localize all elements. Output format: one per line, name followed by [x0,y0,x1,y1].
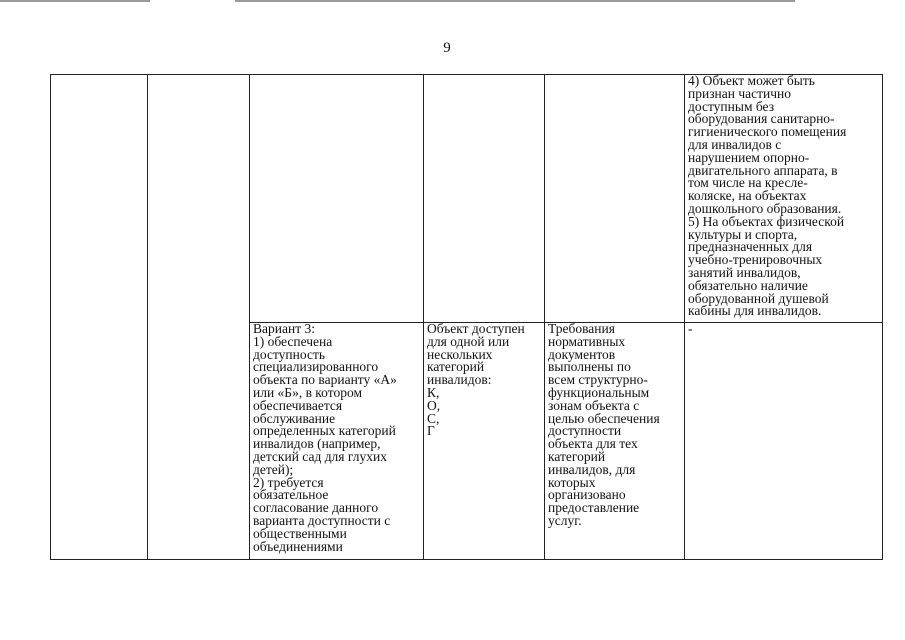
table-cell-r1-c5 [545,75,685,323]
table-cell-r1-c1 [51,75,148,560]
scan-edge-line-right [235,0,795,2]
table-cell-r1-c4 [424,75,545,323]
table-cell-r2-c5: Требования нормативных документов выполнены по всем структурно- функциональным зонам объекта с целью обеспечения доступности объекта для тех категорий инвалидов, для которых организовано предоставление услуг. [545,323,685,560]
table-cell-r2-c6: - [685,323,883,560]
page-number: 9 [443,40,451,56]
table-row [51,75,883,323]
table-cell-r1-c6: 4) Объект может быть признан частично доступным без оборудования санитарно- гигиенического помещения для инвалидов с нарушением опорно- двигательного аппарата, в том числе на кресле- коляске, на объектах дошкольного образования. 5) На объектах физической культуры и спорта, предназначенных для учебно-тренировочных занятий инвалидов, обязательно наличие оборудованной душевой кабины для инвалидов. [685,75,883,323]
table-cell-r1-c3 [250,75,424,323]
table-cell-r2-c3: Вариант 3: 1) обеспечена доступность специализированного объекта по варианту «А» или «Б», в котором обеспечивается обслуживание определенных категорий инвалидов (например, детский сад для глухих детей); 2) требуется обязательное согласование данного варианта доступности с общественными объединениями [250,323,424,560]
document-table [50,74,883,560]
table-cell-r2-c4: Объект доступен для одной или нескольких категорий инвалидов: К, О, С, Г [424,323,545,560]
scan-edge-line-left [0,0,150,2]
table-cell-r1-c2 [148,75,250,560]
